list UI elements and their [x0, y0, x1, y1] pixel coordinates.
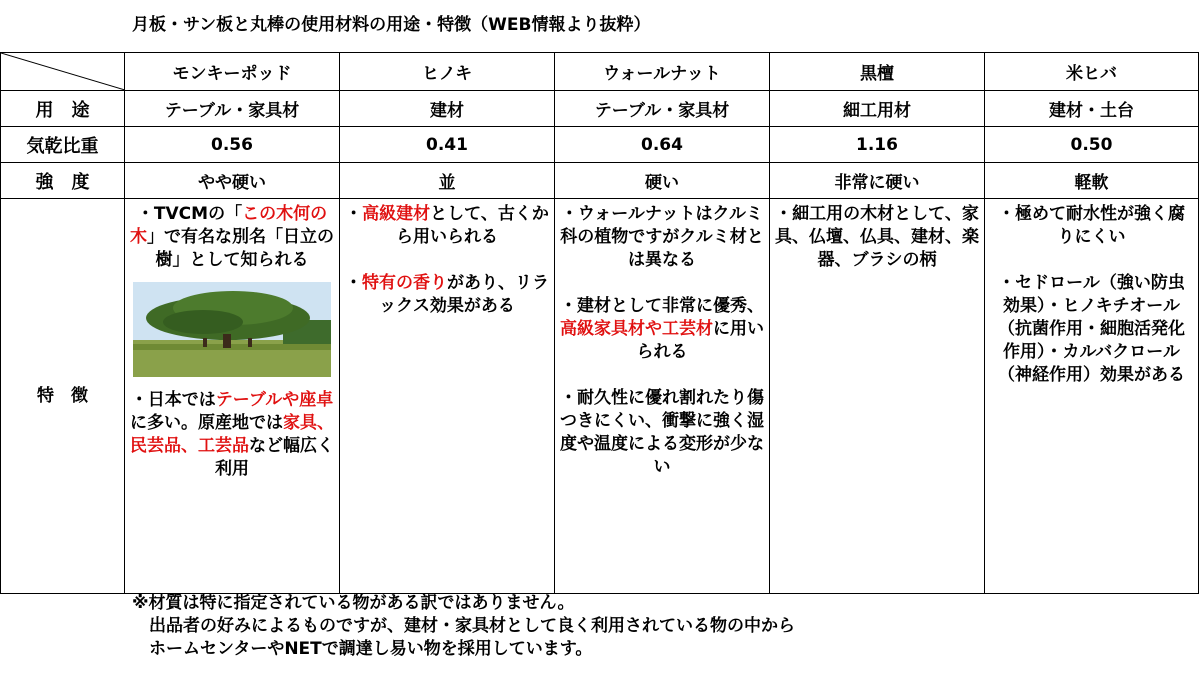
- column-header-ebony: 黒檀: [770, 53, 985, 91]
- column-header-monkeypod: モンキーポッド: [125, 53, 340, 91]
- footnote-line-1: ※材質は特に指定されている物がある訳ではありません。: [132, 593, 575, 613]
- hardness-monkeypod: やや硬い: [125, 163, 340, 199]
- gravity-ebony: 1.16: [770, 127, 985, 163]
- walnut-feature-1: ・ウォールナットはクルミ科の植物ですがクルミ材とは異なる: [560, 204, 764, 270]
- column-header-hiba: 米ヒバ: [985, 53, 1199, 91]
- hardness-row: [1, 163, 1199, 199]
- hardness-walnut: 硬い: [555, 163, 770, 199]
- use-hiba: 建材・土台: [985, 91, 1199, 127]
- hinoki-feature-2: ・特有の香りがあり、リラックス効果がある: [345, 273, 549, 316]
- hardness-ebony: 非常に硬い: [770, 163, 985, 199]
- hardness-hiba: 軽軟: [985, 163, 1199, 199]
- gravity-hiba: 0.50: [985, 127, 1199, 163]
- footnote: [132, 592, 795, 661]
- use-ebony: 細工用材: [770, 91, 985, 127]
- use-walnut: テーブル・家具材: [555, 91, 770, 127]
- monkeypod-feature-1: ・TVCMの「この木何の木」で有名な別名「日立の樹」として知られる: [130, 204, 334, 270]
- hardness-hinoki: 並: [340, 163, 555, 199]
- features-row: [1, 199, 1199, 594]
- features-hiba: [985, 199, 1199, 594]
- walnut-feature-3: ・耐久性に優れ割れたり傷つきにくい、衝撃に強く湿度や温度による変形が少ない: [560, 388, 764, 477]
- row-label-use: 用 途: [1, 91, 125, 127]
- features-ebony: [770, 199, 985, 594]
- row-label-features: 特 徴: [1, 199, 125, 594]
- gravity-walnut: 0.64: [555, 127, 770, 163]
- materials-table: [0, 52, 1199, 594]
- row-label-gravity: 気乾比重: [1, 127, 125, 163]
- ebony-feature-1: ・細工用の木材として、家具、仏壇、仏具、建材、楽器、ブラシの柄: [775, 204, 979, 270]
- monkeypod-feature-2: ・日本ではテーブルや座卓に多い。原産地では家具、民芸品、工芸品など幅広く利用: [130, 390, 334, 479]
- diagonal-line: [1, 53, 125, 90]
- features-hinoki: [340, 199, 555, 594]
- footnote-line-2: 出品者の好みによるものですが、建材・家具材として良く利用されている物の中から: [132, 616, 795, 636]
- footnote-line-3: ホームセンターやNETで調達し易い物を採用しています。: [132, 639, 593, 659]
- gravity-hinoki: 0.41: [340, 127, 555, 163]
- use-monkeypod: テーブル・家具材: [125, 91, 340, 127]
- page-title: 月板・サン板と丸棒の使用材料の用途・特徴（WEB情報より抜粋）: [132, 15, 651, 35]
- row-label-hardness: 強 度: [1, 163, 125, 199]
- column-header-hinoki: ヒノキ: [340, 53, 555, 91]
- walnut-feature-2: ・建材として非常に優秀、高級家具材や工芸材に用いられる: [560, 296, 764, 362]
- hiba-feature-2: ・セドロール（強い防虫効果）・ヒノキチオール（抗菌作用・細胞活発化作用）・カルバクロール（神経作用）効果がある: [998, 273, 1185, 385]
- hiba-feature-1: ・極めて耐水性が強く腐りにくい: [998, 204, 1185, 247]
- hinoki-feature-1: ・高級建材として、古くから用いられる: [345, 204, 549, 247]
- gravity-row: [1, 127, 1199, 163]
- use-row: [1, 91, 1199, 127]
- gravity-monkeypod: 0.56: [125, 127, 340, 163]
- corner-cell: [1, 53, 125, 91]
- column-header-walnut: ウォールナット: [555, 53, 770, 91]
- header-row: [1, 53, 1199, 91]
- use-hinoki: 建材: [340, 91, 555, 127]
- features-walnut: [555, 199, 770, 594]
- monkeypod-tree-photo: [133, 282, 331, 377]
- features-monkeypod: [125, 199, 340, 594]
